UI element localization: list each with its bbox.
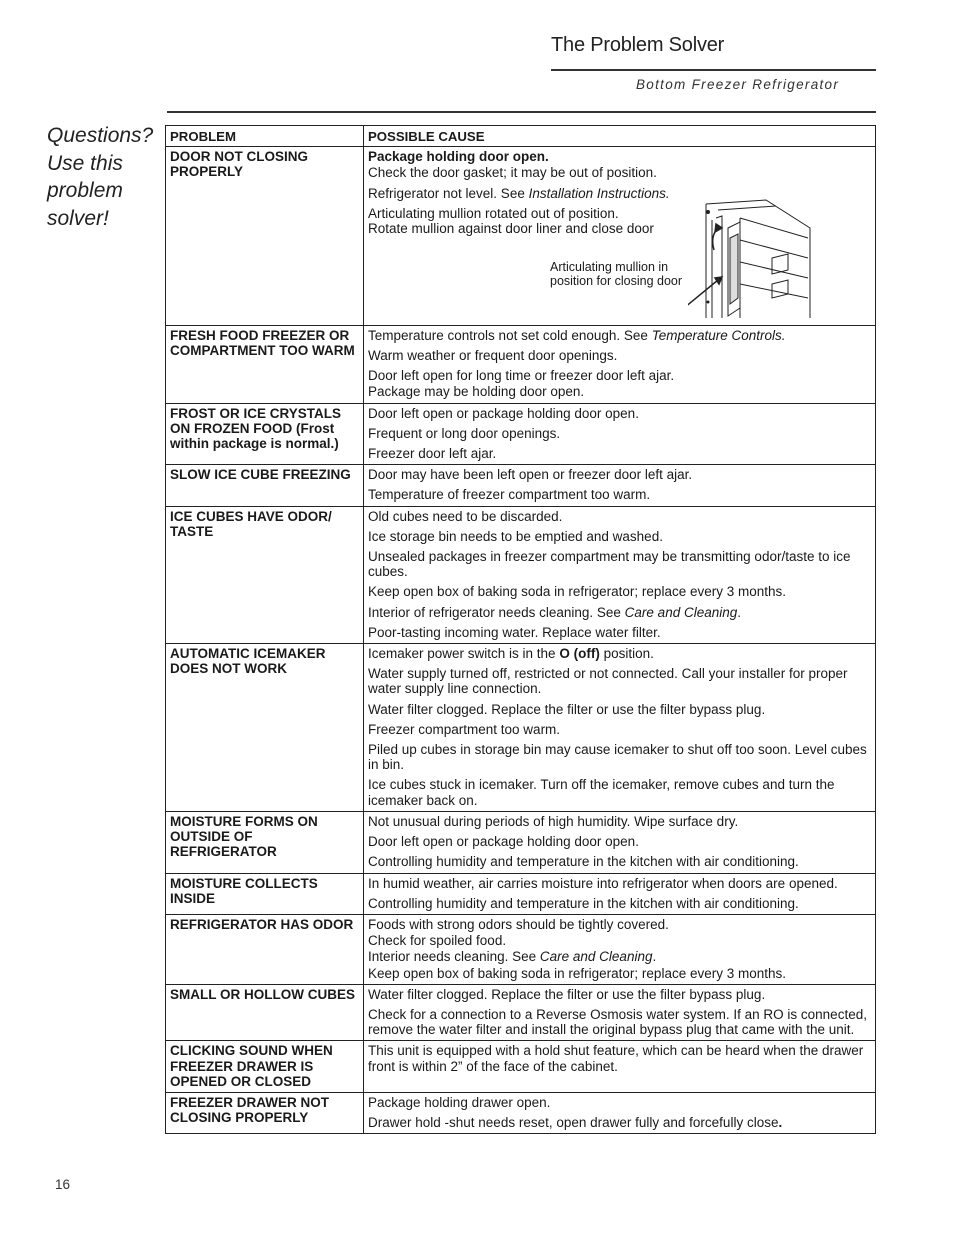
cause-reference: Temperature Controls. [651,327,786,343]
cause-text: position. [603,646,654,662]
header-rule-main [167,111,876,113]
cause-text: Icemaker power switch is in the [368,646,556,662]
cause-cell [364,914,876,984]
cause-text: Interior of refrigerator needs cleaning. See [368,604,621,620]
figure-caption [550,260,682,289]
cause-line: Old cubes need to be discarded. [368,508,563,524]
cause-text: Drawer hold -shut needs reset, open drawer fully and forcefully close [368,1115,779,1131]
table-row [166,325,876,403]
cause-line: Ice storage bin needs to be emptied and washed. [368,528,663,544]
cause-line: Not unusual during periods of high humidity. Wipe surface dry. [368,813,739,829]
header-rule-short [551,69,876,71]
problem-solver-table [165,125,876,1134]
cause-line: In humid weather, air carries moisture into refrigerator when doors are opened. [368,875,838,891]
cause-line: Check for spoiled food. [368,933,507,949]
cause-line [368,646,871,661]
problem-cell: DOOR NOT CLOSING PROPERLY [166,147,364,326]
cause-cell [364,403,876,465]
cause-line: Poor-tasting incoming water. Replace water filter. [368,624,661,640]
cause-line: Package holding drawer open. [368,1094,551,1110]
cause-line: Keep open box of baking soda in refrigerator; replace every 3 months. [368,584,786,600]
cause-line: Door left open or package holding door open. [368,405,639,421]
cause-line: Door may have been left open or freezer door left ajar. [368,467,693,483]
cause-text: Refrigerator not level. See [368,185,525,201]
cause-line: Piled up cubes in storage bin may cause icemaker to shut off too soon. Level cubes in bin. [368,742,867,773]
cause-line: Water supply turned off, restricted or not connected. Call your installer for proper water supply line connection. [368,666,848,697]
cause-line: Freezer door left ajar. [368,446,497,462]
problem-cell: FRESH FOOD FREEZER OR COMPARTMENT TOO WARM [166,325,364,403]
sidebar-line: Use this [47,151,123,175]
cause-cell [364,1041,876,1093]
sidebar-line: solver! [47,206,109,230]
problem-cell: REFRIGERATOR HAS ODOR [166,914,364,984]
problem-cell: FREEZER DRAWER NOT CLOSING PROPERLY [166,1092,364,1133]
table-row [166,1092,876,1133]
page-number: 16 [55,1177,71,1192]
cause-line: Temperature of freezer compartment too warm. [368,487,651,503]
mullion-figure-area [368,206,871,322]
figure-caption-line: position for closing door [550,274,683,289]
cause-line: Door left open for long time or freezer door left ajar. [368,368,675,384]
cause-line: Freezer compartment too warm. [368,721,561,737]
problem-cell: CLICKING SOUND WHEN FREEZER DRAWER IS OPENED OR CLOSED [166,1041,364,1093]
table-row [166,403,876,465]
cause-line: Drawer hold -shut needs reset, open drawer fully and forcefully close. [368,1115,783,1131]
sidebar-line: problem [47,179,123,202]
table-row [166,984,876,1041]
column-header-cause: POSSIBLE CAUSE [364,126,876,147]
cause-line [368,328,871,343]
table-header-row [166,126,876,147]
problem-cell: ICE CUBES HAVE ODOR/ TASTE [166,506,364,643]
problem-cell: SMALL OR HOLLOW CUBES [166,984,364,1041]
cause-reference: Care and Cleaning [624,604,738,620]
cause-line: Frequent or long door openings. [368,425,561,441]
cause-line: Unsealed packages in freezer compartment may be transmitting odor/taste to ice cubes. [368,549,851,580]
cause-line: Foods with strong odors should be tightly covered. [368,916,669,932]
table-row [166,1041,876,1093]
cause-line: Interior needs cleaning. See Care and Cleaning. [368,949,657,965]
cause-line: Ice cubes stuck in icemaker. Turn off the icemaker, remove cubes and turn the icemaker back on. [368,777,835,808]
table-row [166,465,876,506]
cause-cell [364,506,876,643]
cause-line: Door left open or package holding door open. [368,834,639,850]
cause-cell [364,644,876,812]
cause-emphasis: O (off) [559,646,600,662]
page-header-title: The Problem Solver [551,34,725,56]
cause-line: Package holding door open. [368,149,549,165]
table-row [166,873,876,914]
cause-line: This unit is equipped with a hold shut feature, which can be heard when the drawer front is within 2” of the face of the cabinet. [368,1043,864,1074]
cause-cell [364,1092,876,1133]
cause-line: Water filter clogged. Replace the filter or use the filter bypass plug. [368,986,766,1002]
cause-cell [364,811,876,873]
sidebar-line: Questions? [47,124,154,147]
cause-text: Interior needs cleaning. See [368,949,537,965]
cause-reference: Installation Instructions. [528,185,670,201]
cause-cell [364,465,876,506]
cause-line: Interior of refrigerator needs cleaning. See Care and Cleaning. [368,604,742,620]
cause-line: Keep open box of baking soda in refrigerator; replace every 3 months. [368,965,786,981]
table-row [166,811,876,873]
cause-cell [364,873,876,914]
page-header-subtitle: Bottom Freezer Refrigerator [636,77,840,92]
cause-text: Temperature controls not set cold enough. See [368,327,648,343]
figure-caption-line: Articulating mullion in [550,259,669,274]
column-header-problem: PROBLEM [166,126,364,147]
cause-line: Warm weather or frequent door openings. [368,348,618,364]
problem-cell: MOISTURE COLLECTS INSIDE [166,873,364,914]
cause-line: Articulating mullion rotated out of position. [368,205,619,221]
cause-cell [364,147,876,326]
cause-line: Water filter clogged. Replace the filter or use the filter bypass plug. [368,701,766,717]
problem-cell: MOISTURE FORMS ON OUTSIDE OF REFRIGERATOR [166,811,364,873]
cause-line: Package may be holding door open. [368,384,585,400]
problem-cell: FROST OR ICE CRYSTALS ON FROZEN FOOD (Frost within package is normal.) [166,403,364,465]
mullion-illustration [688,198,812,324]
cause-line: Controlling humidity and temperature in the kitchen with air conditioning. [368,854,799,870]
cause-line: Rotate mullion against door liner and close door [368,221,654,237]
table-row [166,147,876,326]
table-row [166,506,876,643]
cause-cell [364,325,876,403]
cause-line: Check for a connection to a Reverse Osmosis water system. If an RO is connected, remove the water filter and install the original bypass plug that came with the unit. [368,1006,867,1038]
cause-line: Controlling humidity and temperature in the kitchen with air conditioning. [368,895,799,911]
problem-cell: SLOW ICE CUBE FREEZING [166,465,364,506]
problem-cell: AUTOMATIC ICEMAKER DOES NOT WORK [166,644,364,812]
table-row [166,914,876,984]
sidebar-questions [47,122,167,232]
cause-cell [364,984,876,1041]
cause-reference: Care and Cleaning [539,949,653,965]
table-row [166,644,876,812]
cause-line: Check the door gasket; it may be out of position. [368,165,657,181]
